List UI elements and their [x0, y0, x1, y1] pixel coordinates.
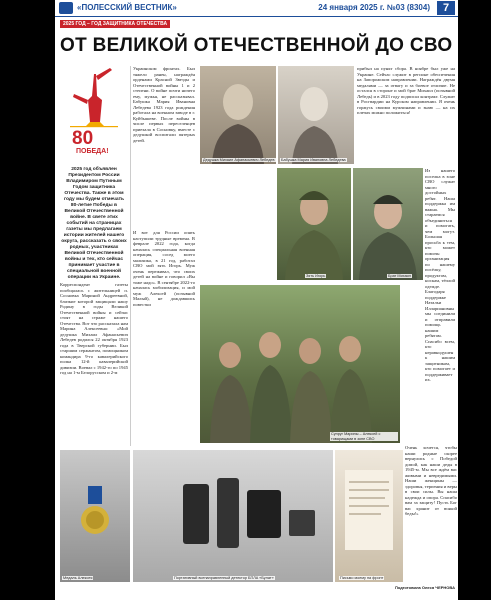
photo-gear [133, 450, 333, 582]
emblem-number: 80 [72, 128, 94, 149]
portrait-image [353, 168, 423, 280]
newspaper-page [55, 0, 458, 600]
masthead [55, 0, 458, 17]
caption-gear: Портативный всенаправленный детектор БПЛА «Булат» [174, 575, 274, 580]
group-portrait-image [200, 285, 400, 443]
column-2-bottom-text: И вот для России опять наступили трудные времена. В феврале 2022 года, когда началась специальная военная операция, сосед моего мальчика, в 21 год, работал СВО мой зять Игорь. Муж очень переживал, что своих детей на войне и говорил «Вы тоже надо». В сентябре 2022-го началась мобилизация, и мой муж Алексей (позывной Малый), не дождавшись повестки [133, 230, 195, 307]
letter-image [335, 450, 403, 582]
photo-grandmother [278, 66, 354, 164]
column-1-text: Корреспондент газеты пообщалась с жительницей п. Сосновка Мариной Андреевной, близкие которой защищали нашу Родину в годы Великой Отечественной войны и сейчас стоят на страже нашего Отечества. Вот что рассказала нам Марина Алексеевна: «Мой дедушка Михаил Афанасьевич Лебедев родился 22 октября 1923 года в Тверской губернии. Был старшим сержантом, помощником командира 9-го кавалерийского полка 12-й кавалерийской дивизии. Воевал с 1942-го по 1945 год на 1-м Белорусском и 2-м [60, 282, 128, 375]
photo-brother [353, 168, 423, 280]
issue-date: 24 января 2025 г. №03 (8304) [318, 3, 430, 12]
rubric-badge: 2025 ГОД – ГОД ЗАЩИТНИКА ОТЕЧЕСТВА [60, 20, 170, 28]
lead-paragraph: 2025 год объявлен Президентом России Владимиром Путиным Годом защитника Отечества. Также в этом году мы будем отмечать 80-летие Победы в Великой Отечественной войне. В свете этих событий на страницах газеты мы предлагаем истории жителей нашего округа, рассказать о своих родных, участниках Великой Отечественной войны и тех, кто сейчас принимает участие в специальной военной операции на Украине. [61, 167, 127, 280]
caption-grandmother: Бабушка Мария Ивановна Лебедева [281, 157, 346, 162]
caption-medal: Медаль Алексея [63, 575, 93, 580]
column-divider [130, 66, 131, 446]
caption-letter: Письмо моему на фронт [340, 575, 384, 580]
headline: ОТ ВЕЛИКОЙ ОТЕЧЕСТВЕННОЙ ДО СВО [60, 35, 453, 56]
photo-group [200, 285, 400, 443]
photo-grandfather [200, 66, 276, 164]
column-3-middle-text: Из нашего поселка в зоне СВО служат много достойных ребят. Наша поддержка им важна. Мы стараемся объединиться и помогать, чем могут. Большая просьба к тем, кто может помочь: организация по нашему посёлку, продуктам, носкам, тёплой одежде. Благодаря поддержке Натальи Иллариановны мы соединили и отправили помощь нашим ребятам. Спасибо всем, кто неравнодушен к нашим защитникам, кто помогает и поддерживает их. [425, 168, 455, 382]
portrait-image [277, 168, 351, 280]
caption-grandfather: Дедушка Михаил Афанасьевич Лебедев [203, 157, 275, 162]
paper-name: «ПОЛЕССКИЙ ВЕСТНИК» [77, 3, 177, 12]
emblem-subtitle: ПОБЕДА! [76, 148, 109, 155]
column-3-top-text: прибыл на пункт сбора. В ноябре был уже на Украине. Сейчас служит в регионе обеспечения на Запорожском направлении. Награждён двумя медалями — за отвагу и за боевое отличие. Не остался в стороне и мой брат Михаил (позывной Лебедь) и в 2023 году подписал контракт. Служит в Росгвардии на Курском направлении. Я очень горжусь своими мужчинами и знаю — на их плечах можно положиться! [357, 66, 455, 115]
page-number: 7 [437, 1, 455, 15]
author-signature: Подготовила Олеся ЧЕРНОВА [394, 585, 455, 590]
caption-group: Супруг Марины – Алексей с товарищами в зоне СВО [330, 432, 398, 441]
photo-medal [60, 450, 130, 582]
caption-brother: Брат Михаил [388, 273, 412, 278]
portrait-image [278, 66, 354, 164]
newspaper-logo-icon [59, 2, 73, 14]
photo-igor [277, 168, 351, 280]
portrait-image [200, 66, 276, 164]
victory-emblem [60, 66, 128, 166]
column-2-top-text: Украинском фронтах. Был тяжело ранен, награждён орденами Красной Звезды и Отечественной войны 1 и 2 степени. О войне почти ничего ему, мужья, не рассказывал. Бабушка Мария Ивановна Лебедева 1923 года рождения работала на военном заводе в г. Куйбышеве. После войны в числе первых переселенцев приехала в Сосновку, вместе с дедушкой воспитали пятерых детей. [133, 66, 195, 143]
equipment-image [133, 450, 333, 582]
medal-icon [60, 450, 130, 582]
column-3-bottom-text: Очень хочется, чтобы наши родные скорее вернулись с Победой домой, как наши деды в 1945-м. Мы все ждём вас живыми и невредимыми. Наши женщины — здоровья, терпения и веры в свои силы. Вы наша надежда и опора. Спасибо вам за защиту! Пусть Бог вас хранит от всякой беды!» [405, 445, 457, 516]
photo-letter [335, 450, 403, 582]
caption-igor: Зять Игорь [306, 273, 326, 278]
